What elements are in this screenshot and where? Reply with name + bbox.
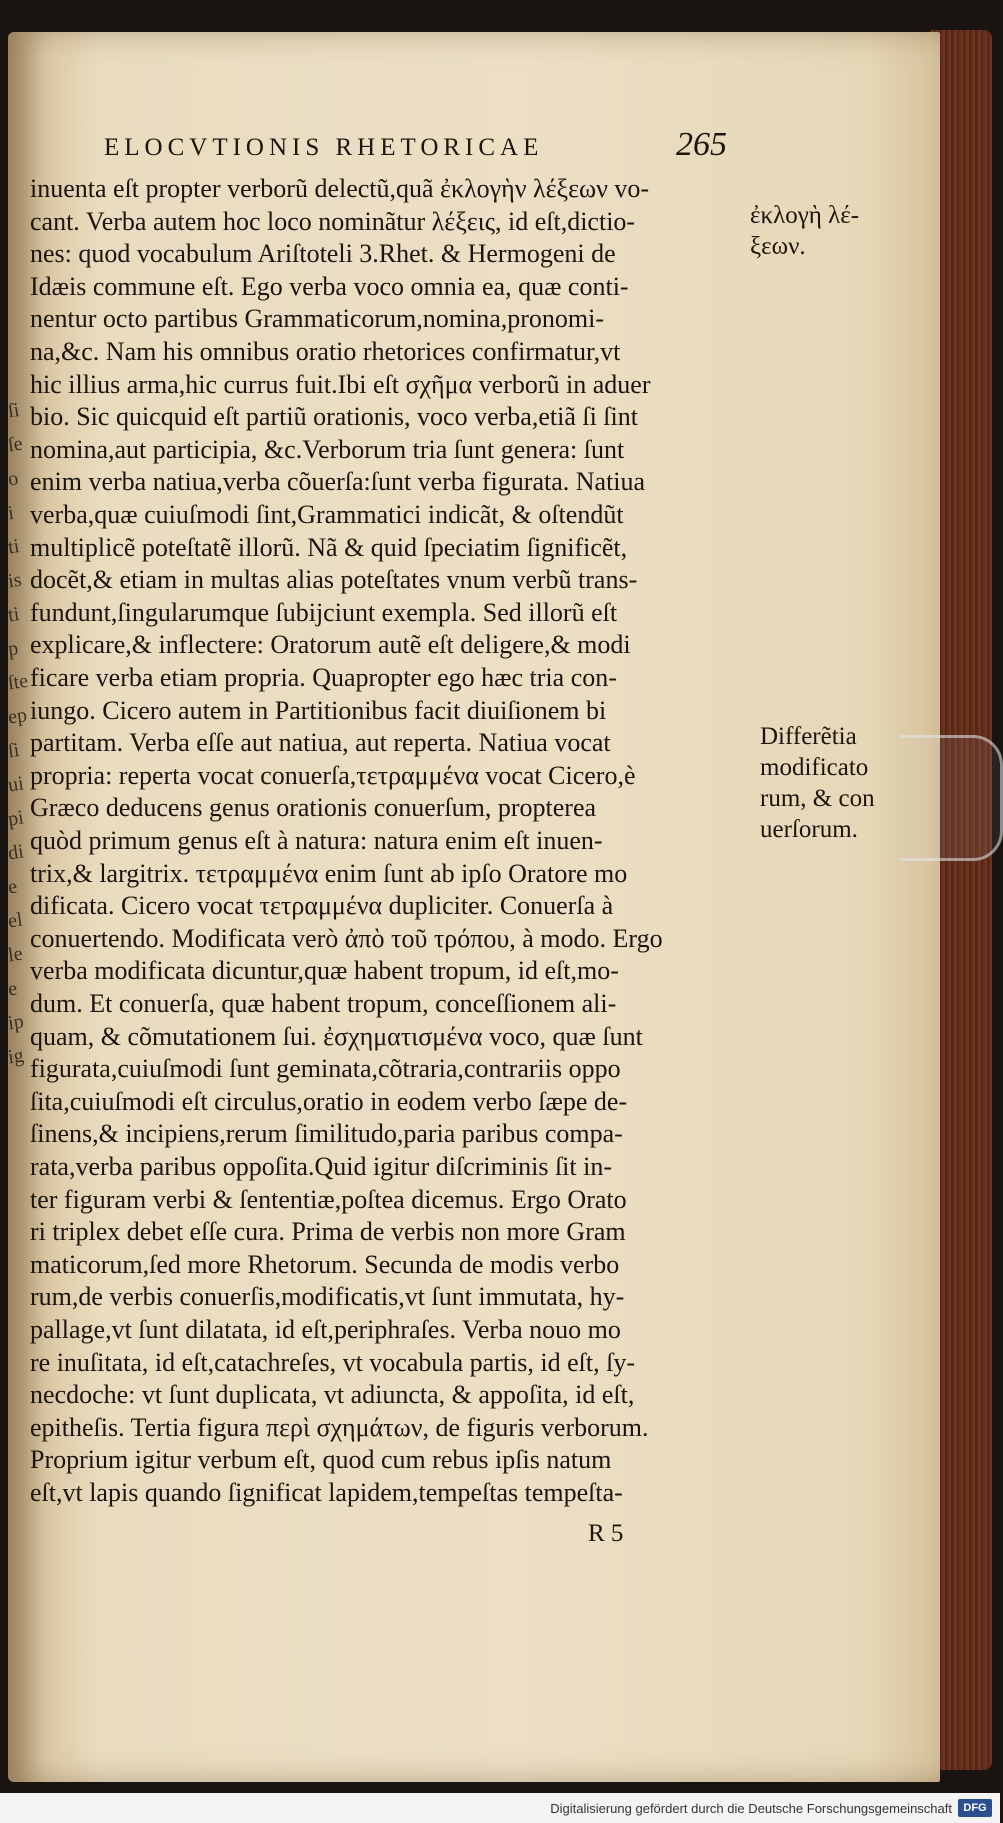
- funding-notice: Digitalisierung gefördert durch die Deutsche Forschungsgemeinschaft: [550, 1801, 952, 1816]
- gutter-fragment: e: [6, 875, 19, 899]
- text-line: nes: quod vocabulum Ariſtoteli 3.Rhet. & Hermogeni de: [30, 239, 616, 269]
- margin-note-line: rum, & con: [760, 785, 875, 812]
- text-line: iungo. Cicero autem in Partitionibus facit diuiſionem bi: [30, 695, 607, 725]
- gutter-fragment: pi: [6, 806, 26, 831]
- text-line: Idæis commune eſt. Ego verba voco omnia ea, quæ conti-: [30, 271, 629, 301]
- text-line: na,&c. Nam his omnibus oratio rhetorices confirmatur,vt: [30, 337, 621, 366]
- text-line: cant. Verba autem hoc loco nominãtur λέξεις, id eſt,dictio-: [30, 206, 636, 236]
- text-line: maticorum,ſed more Rhetorum. Secunda de modis verbo: [30, 1249, 620, 1279]
- text-line: ficare verba etiam propria. Quapropter ego hæc tria con-: [30, 663, 617, 692]
- gutter-fragment: o: [6, 467, 20, 491]
- text-line: partitam. Verba eſſe aut natiua, aut reperta. Natiua vocat: [30, 728, 611, 758]
- gutter-fragment: ip: [6, 1010, 26, 1035]
- text-line: re inuſitata, id eſt,catachreſes, vt vocabula partis, id eſt, ſy-: [30, 1347, 635, 1377]
- text-line: epitheſis. Tertia figura περὶ σχημάτων, de figuris verborum.: [30, 1412, 649, 1442]
- text-line: docẽt,& etiam in multas alias poteſtates vnum verbũ trans-: [30, 565, 638, 595]
- gutter-fragment: ui: [6, 772, 26, 797]
- gutter-fragment: p: [6, 637, 20, 661]
- text-line: trix,& largitrix. τετραμμένα enim ſunt ab ipſo Oratore mo: [30, 858, 628, 888]
- margin-note-line: ἐκλογὴ λέ-: [750, 202, 860, 229]
- text-line: multiplicẽ poteſtatẽ illorũ. Nã & quid ſpeciatim ſignificẽt,: [30, 532, 628, 562]
- text-line: ter figuram verbi & ſententiæ,poſtea dicemus. Ergo Orato: [30, 1184, 627, 1214]
- body-text: [30, 172, 770, 1522]
- text-line: enim verba natiua,verba cõuerſa:ſunt verba figurata. Natiua: [30, 467, 646, 497]
- gutter-fragment: ſe: [6, 432, 25, 457]
- gutter-fragment: ſte: [6, 669, 30, 695]
- bookmark-clip: [900, 735, 1003, 861]
- margin-note-eklogi: [750, 200, 859, 262]
- running-head-title: ELOCVTIONIS RHETORICAE: [104, 134, 544, 161]
- gutter-fragment: is: [6, 568, 23, 593]
- text-line: verba,quæ cuiuſmodi ſint,Grammatici indicãt, & oſtendũt: [30, 500, 624, 529]
- gutter-fragment: di: [6, 840, 26, 865]
- text-line: figurata,cuiuſmodi ſunt geminata,cõtraria,contrariis oppo: [30, 1054, 621, 1084]
- margin-note-line: ξεων.: [750, 233, 806, 260]
- text-line: nentur octo partibus Grammaticorum,nomina,pronomi-: [30, 304, 605, 334]
- text-line: ſita,cuiuſmodi eſt circulus,oratio in eodem verbo ſæpe de-: [30, 1086, 628, 1116]
- text-line: propria: reperta vocat conuerſa,τετραμμένα vocat Cicero,è: [30, 760, 636, 790]
- footer-bar: [0, 1793, 1000, 1823]
- text-line: fundunt,ſingularumque ſubijciunt exempla. Sed illorũ eſt: [30, 597, 618, 627]
- page-number: 265: [676, 126, 727, 163]
- book-page: [8, 32, 940, 1782]
- margin-note-line: modificato: [760, 754, 869, 781]
- gutter-fragment: le: [6, 942, 25, 967]
- text-line: ſinens,& incipiens,rerum ſimilitudo,paria paribus compa-: [30, 1119, 623, 1149]
- gutter-fragment: ſi: [6, 399, 21, 423]
- running-head: [104, 126, 744, 170]
- text-line: pallage,vt ſunt dilatata, id eſt,periphraſes. Verba nouo mo: [30, 1315, 621, 1344]
- text-line: dum. Et conuerſa, quæ habent tropum, conceſſionem ali-: [30, 989, 617, 1018]
- text-line: inuenta eſt propter verborũ delectũ,quã ἐκλογὴν λέξεων vo-: [30, 174, 650, 203]
- margin-note-differentia: [760, 721, 875, 845]
- signature-mark: R 5: [588, 1520, 624, 1547]
- text-line: quòd primum genus eſt à natura: natura enim eſt inuen-: [30, 826, 603, 855]
- text-line: hic illius arma,hic currus fuit.Ibi eſt σχῆμα verborũ in aduer: [30, 369, 651, 399]
- gutter-fragment: i: [6, 501, 16, 525]
- margin-note-line: Differẽtia: [760, 723, 857, 750]
- text-line: rum,de verbis conuerſis,modificatis,vt ſunt immutata, hy-: [30, 1282, 625, 1312]
- text-line: quam, & cõmutationem ſui. ἐσχηματισμένα voco, quæ ſunt: [30, 1021, 643, 1051]
- text-line: eſt,vt lapis quando ſignificat lapidem,tempeſtas tempeſta-: [30, 1478, 623, 1507]
- text-line: necdoche: vt ſunt duplicata, vt adiuncta, & appoſita, id eſt,: [30, 1380, 635, 1410]
- text-line: verba modificata dicuntur,quæ habent tropum, id eſt,mo-: [30, 956, 619, 986]
- gutter-fragment: el: [6, 908, 25, 933]
- gutter-fragment: ep: [6, 703, 29, 729]
- text-line: Græco deducens genus orationis conuerſum, propterea: [30, 793, 597, 823]
- gutter-fragment: e: [6, 977, 19, 1001]
- text-line: dificata. Cicero vocat τετραμμένα dupliciter. Conuerſa à: [30, 891, 614, 921]
- gutter-fragment: ig: [6, 1044, 26, 1069]
- text-line: bio. Sic quicquid eſt partiũ orationis, voco verba,etiã ſi ſint: [30, 402, 638, 432]
- gutter-fragment: ti: [6, 535, 21, 559]
- text-line: nomina,aut participia, &c.Verborum tria ſunt genera: ſunt: [30, 434, 625, 464]
- text-line: rata,verba paribus oppoſita.Quid igitur diſcriminis ſit in-: [30, 1152, 612, 1181]
- dfg-logo: DFG: [958, 1799, 992, 1817]
- gutter-fragment: ſi: [6, 739, 21, 763]
- text-line: explicare,& inflectere: Oratorum autẽ eſt deligere,& modi: [30, 630, 631, 660]
- gutter-fragment: ti: [6, 603, 21, 627]
- text-line: conuertendo. Modificata verò ἀπὸ τοῦ τρόπου, à modo. Ergo: [30, 923, 663, 953]
- margin-note-line: uerſorum.: [760, 816, 858, 843]
- text-line: ri triplex debet eſſe cura. Prima de verbis non more Gram: [30, 1217, 626, 1247]
- text-line: Proprium igitur verbum eſt, quod cum rebus ipſis natum: [30, 1445, 612, 1475]
